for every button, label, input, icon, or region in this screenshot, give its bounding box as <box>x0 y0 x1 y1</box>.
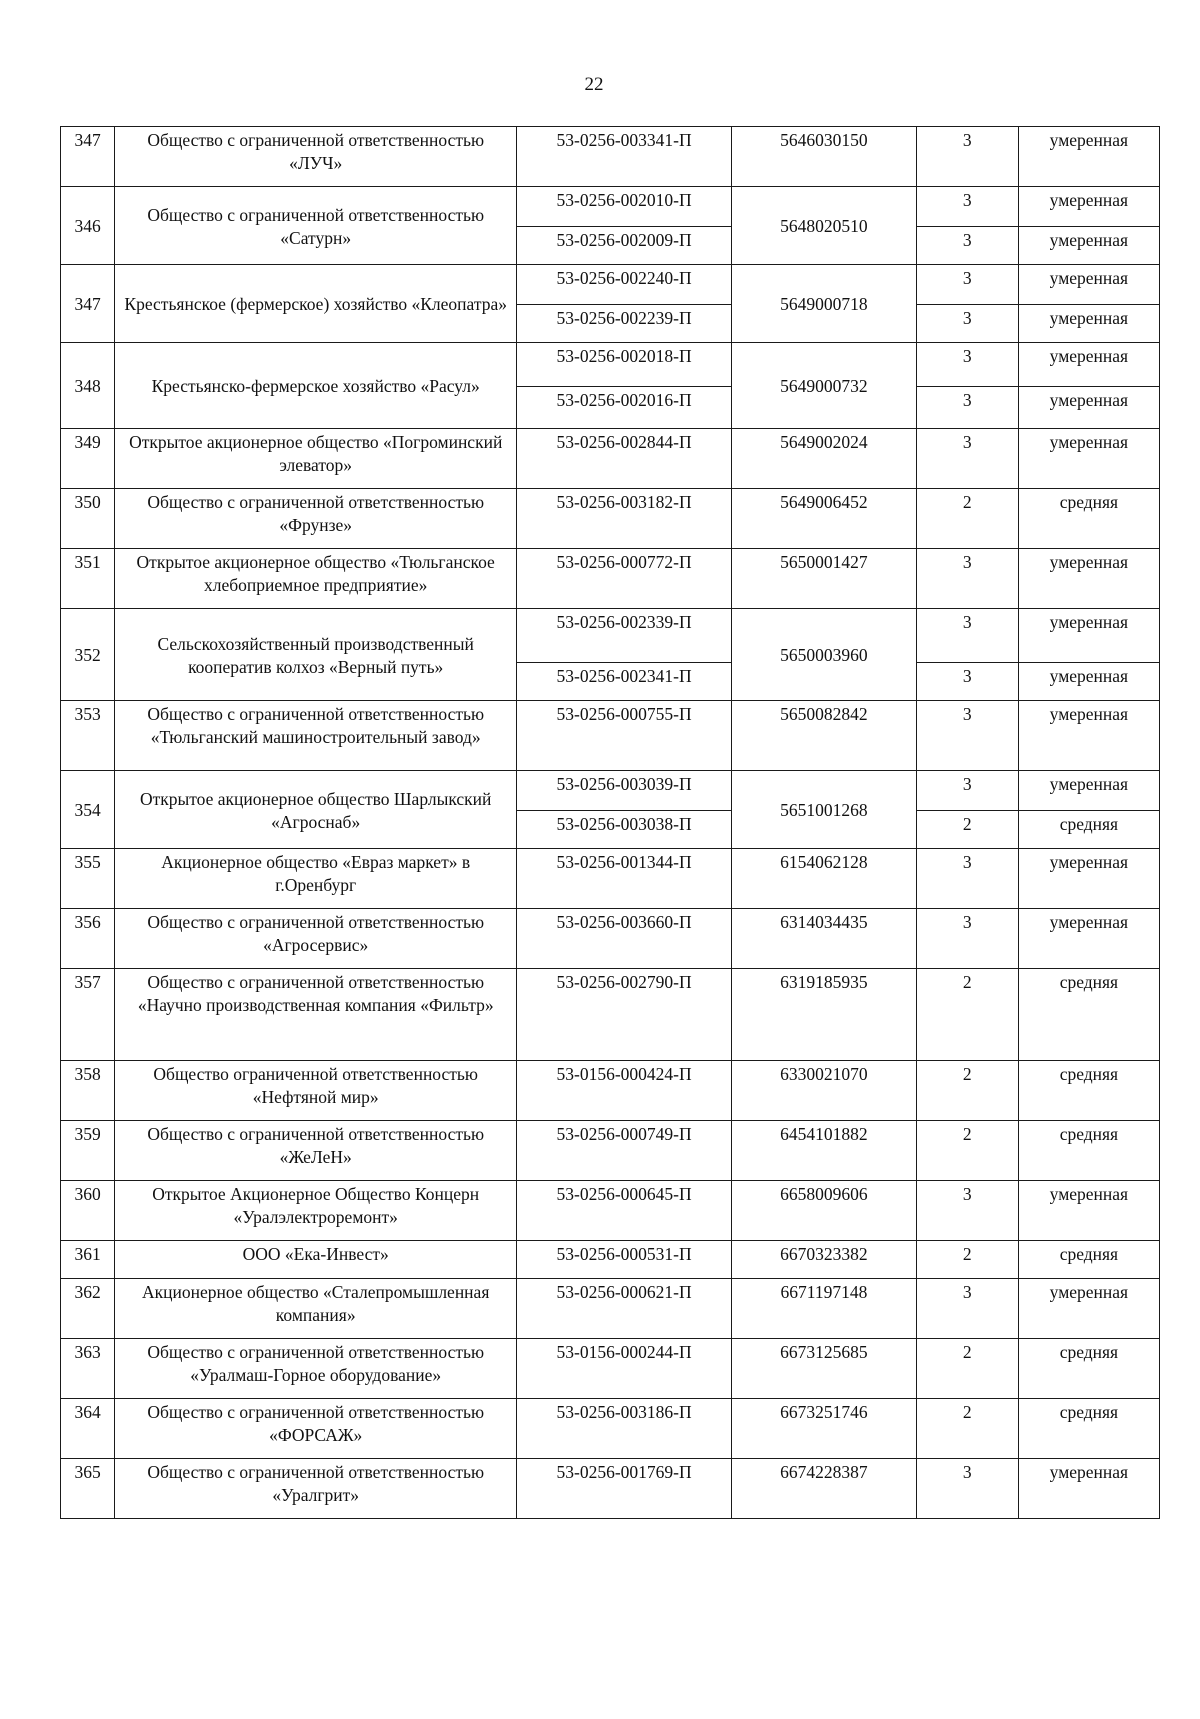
category-value: 3 <box>916 1181 1018 1241</box>
inn-value: 6454101882 <box>732 1121 917 1181</box>
category-value: 3 <box>916 1279 1018 1339</box>
row-number: 361 <box>61 1241 115 1279</box>
risk-level: умеренная <box>1018 227 1159 265</box>
row-number: 354 <box>61 771 115 849</box>
registration-code: 53-0156-000424-П <box>517 1061 732 1121</box>
registration-code: 53-0256-002339-П <box>517 609 732 663</box>
risk-level: умеренная <box>1018 1279 1159 1339</box>
organization-name: Общество с ограниченной ответственностью «ФОРСАЖ» <box>115 1399 517 1459</box>
category-value: 2 <box>916 811 1018 849</box>
inn-value: 5650082842 <box>732 701 917 771</box>
organization-name: Крестьянское (фермерское) хозяйство «Клеопатра» <box>115 265 517 343</box>
row-number: 358 <box>61 1061 115 1121</box>
risk-level: умеренная <box>1018 701 1159 771</box>
risk-level: умеренная <box>1018 909 1159 969</box>
registration-code: 53-0256-002016-П <box>517 387 732 429</box>
table-row <box>61 343 1160 387</box>
registration-code: 53-0256-002010-П <box>517 187 732 227</box>
inn-value: 5650001427 <box>732 549 917 609</box>
inn-value: 6154062128 <box>732 849 917 909</box>
risk-level: умеренная <box>1018 849 1159 909</box>
category-value: 2 <box>916 1399 1018 1459</box>
row-number: 364 <box>61 1399 115 1459</box>
organization-name: Крестьянско-фермерское хозяйство «Расул» <box>115 343 517 429</box>
category-value: 3 <box>916 343 1018 387</box>
category-value: 2 <box>916 1061 1018 1121</box>
risk-level: умеренная <box>1018 663 1159 701</box>
category-value: 3 <box>916 909 1018 969</box>
table-row <box>61 265 1160 305</box>
organization-name: Открытое акционерное общество Шарлыкский «Агроснаб» <box>115 771 517 849</box>
table-row <box>61 1181 1160 1241</box>
category-value: 3 <box>916 771 1018 811</box>
category-value: 3 <box>916 549 1018 609</box>
organization-name: Общество с ограниченной ответственностью «Уралгрит» <box>115 1459 517 1519</box>
inn-value: 6319185935 <box>732 969 917 1061</box>
inn-value: 6314034435 <box>732 909 917 969</box>
category-value: 3 <box>916 663 1018 701</box>
table-row <box>61 969 1160 1061</box>
risk-level: средняя <box>1018 811 1159 849</box>
inn-value: 6671197148 <box>732 1279 917 1339</box>
registration-code: 53-0256-000531-П <box>517 1241 732 1279</box>
inn-value: 5649000718 <box>732 265 917 343</box>
table-row <box>61 701 1160 771</box>
organization-name: Акционерное общество «Евраз маркет» в г.Оренбург <box>115 849 517 909</box>
registration-code: 53-0256-002240-П <box>517 265 732 305</box>
row-number: 351 <box>61 549 115 609</box>
row-number: 352 <box>61 609 115 701</box>
registration-code: 53-0256-001769-П <box>517 1459 732 1519</box>
organization-name: Открытое акционерное общество «Тюльганское хлебоприемное предприятие» <box>115 549 517 609</box>
registration-code: 53-0256-003660-П <box>517 909 732 969</box>
risk-level: средняя <box>1018 1121 1159 1181</box>
category-value: 3 <box>916 429 1018 489</box>
organization-name: ООО «Ека-Инвест» <box>115 1241 517 1279</box>
row-number: 357 <box>61 969 115 1061</box>
row-number: 365 <box>61 1459 115 1519</box>
inn-value: 6670323382 <box>732 1241 917 1279</box>
inn-value: 5648020510 <box>732 187 917 265</box>
table-row <box>61 1279 1160 1339</box>
risk-level: умеренная <box>1018 549 1159 609</box>
registration-code: 53-0256-003182-П <box>517 489 732 549</box>
table-row <box>61 849 1160 909</box>
table-row <box>61 609 1160 663</box>
category-value: 3 <box>916 387 1018 429</box>
category-value: 2 <box>916 969 1018 1061</box>
risk-level: средняя <box>1018 1061 1159 1121</box>
category-value: 3 <box>916 1459 1018 1519</box>
registration-code: 53-0256-000749-П <box>517 1121 732 1181</box>
category-value: 2 <box>916 1121 1018 1181</box>
registration-code: 53-0156-000244-П <box>517 1339 732 1399</box>
inn-value: 5650003960 <box>732 609 917 701</box>
risk-level: умеренная <box>1018 1181 1159 1241</box>
inn-value: 6673251746 <box>732 1399 917 1459</box>
table-row <box>61 909 1160 969</box>
row-number: 356 <box>61 909 115 969</box>
row-number: 350 <box>61 489 115 549</box>
risk-level: умеренная <box>1018 771 1159 811</box>
risk-level: умеренная <box>1018 387 1159 429</box>
registration-code: 53-0256-003341-П <box>517 127 732 187</box>
registration-code: 53-0256-000755-П <box>517 701 732 771</box>
row-number: 347 <box>61 265 115 343</box>
table-row <box>61 549 1160 609</box>
risk-level: умеренная <box>1018 265 1159 305</box>
inn-value: 6330021070 <box>732 1061 917 1121</box>
table-row <box>61 1399 1160 1459</box>
inn-value: 5649002024 <box>732 429 917 489</box>
category-value: 3 <box>916 187 1018 227</box>
table-row <box>61 187 1160 227</box>
risk-level: средняя <box>1018 1399 1159 1459</box>
organization-name: Общество ограниченной ответственностью «Нефтяной мир» <box>115 1061 517 1121</box>
organization-name: Общество с ограниченной ответственностью «ЛУЧ» <box>115 127 517 187</box>
row-number: 363 <box>61 1339 115 1399</box>
category-value: 3 <box>916 701 1018 771</box>
row-number: 347 <box>61 127 115 187</box>
risk-level: средняя <box>1018 1339 1159 1399</box>
organization-name: Общество с ограниченной ответственностью «Сатурн» <box>115 187 517 265</box>
row-number: 360 <box>61 1181 115 1241</box>
registration-code: 53-0256-001344-П <box>517 849 732 909</box>
category-value: 3 <box>916 227 1018 265</box>
table-row <box>61 1241 1160 1279</box>
inn-value: 5651001268 <box>732 771 917 849</box>
table-row <box>61 429 1160 489</box>
risk-level: умеренная <box>1018 127 1159 187</box>
category-value: 3 <box>916 305 1018 343</box>
registration-code: 53-0256-002018-П <box>517 343 732 387</box>
registration-code: 53-0256-000772-П <box>517 549 732 609</box>
organization-name: Открытое акционерное общество «Погроминский элеватор» <box>115 429 517 489</box>
category-value: 2 <box>916 489 1018 549</box>
risk-level: умеренная <box>1018 1459 1159 1519</box>
table-row <box>61 1121 1160 1181</box>
organization-name: Акционерное общество «Сталепромышленная компания» <box>115 1279 517 1339</box>
table-row <box>61 1339 1160 1399</box>
inn-value: 6658009606 <box>732 1181 917 1241</box>
risk-level: умеренная <box>1018 187 1159 227</box>
page-number: 22 <box>584 74 604 95</box>
inn-value: 6674228387 <box>732 1459 917 1519</box>
row-number: 349 <box>61 429 115 489</box>
registration-code: 53-0256-000645-П <box>517 1181 732 1241</box>
risk-level: умеренная <box>1018 343 1159 387</box>
row-number: 362 <box>61 1279 115 1339</box>
risk-level: умеренная <box>1018 305 1159 343</box>
row-number: 346 <box>61 187 115 265</box>
registry-body <box>61 127 1160 1519</box>
organization-name: Общество с ограниченной ответственностью «ЖеЛеН» <box>115 1121 517 1181</box>
table-row <box>61 127 1160 187</box>
organization-name: Общество с ограниченной ответственностью «Научно производственная компания «Фильтр» <box>115 969 517 1061</box>
risk-level: умеренная <box>1018 609 1159 663</box>
table-row <box>61 1061 1160 1121</box>
table-row <box>61 771 1160 811</box>
organization-name: Общество с ограниченной ответственностью «Тюльганский машиностроительный завод» <box>115 701 517 771</box>
organization-name: Сельскохозяйственный производственный кооператив колхоз «Верный путь» <box>115 609 517 701</box>
category-value: 3 <box>916 609 1018 663</box>
registration-code: 53-0256-002009-П <box>517 227 732 265</box>
risk-level: средняя <box>1018 489 1159 549</box>
category-value: 3 <box>916 127 1018 187</box>
inn-value: 5649006452 <box>732 489 917 549</box>
table-row <box>61 1459 1160 1519</box>
row-number: 353 <box>61 701 115 771</box>
registration-code: 53-0256-002239-П <box>517 305 732 343</box>
row-number: 355 <box>61 849 115 909</box>
category-value: 3 <box>916 849 1018 909</box>
category-value: 2 <box>916 1241 1018 1279</box>
risk-level: средняя <box>1018 1241 1159 1279</box>
inn-value: 5649000732 <box>732 343 917 429</box>
organization-name: Общество с ограниченной ответственностью «Фрунзе» <box>115 489 517 549</box>
category-value: 2 <box>916 1339 1018 1399</box>
registry-table <box>60 126 1160 1519</box>
organization-name: Открытое Акционерное Общество Концерн «Уралэлектроремонт» <box>115 1181 517 1241</box>
registration-code: 53-0256-003038-П <box>517 811 732 849</box>
row-number: 348 <box>61 343 115 429</box>
organization-name: Общество с ограниченной ответственностью «Уралмаш-Горное оборудование» <box>115 1339 517 1399</box>
registration-code: 53-0256-002790-П <box>517 969 732 1061</box>
inn-value: 6673125685 <box>732 1339 917 1399</box>
registration-code: 53-0256-003186-П <box>517 1399 732 1459</box>
category-value: 3 <box>916 265 1018 305</box>
inn-value: 5646030150 <box>732 127 917 187</box>
registration-code: 53-0256-000621-П <box>517 1279 732 1339</box>
row-number: 359 <box>61 1121 115 1181</box>
registration-code: 53-0256-003039-П <box>517 771 732 811</box>
registration-code: 53-0256-002844-П <box>517 429 732 489</box>
organization-name: Общество с ограниченной ответственностью «Агросервис» <box>115 909 517 969</box>
risk-level: умеренная <box>1018 429 1159 489</box>
registration-code: 53-0256-002341-П <box>517 663 732 701</box>
risk-level: средняя <box>1018 969 1159 1061</box>
table-row <box>61 489 1160 549</box>
